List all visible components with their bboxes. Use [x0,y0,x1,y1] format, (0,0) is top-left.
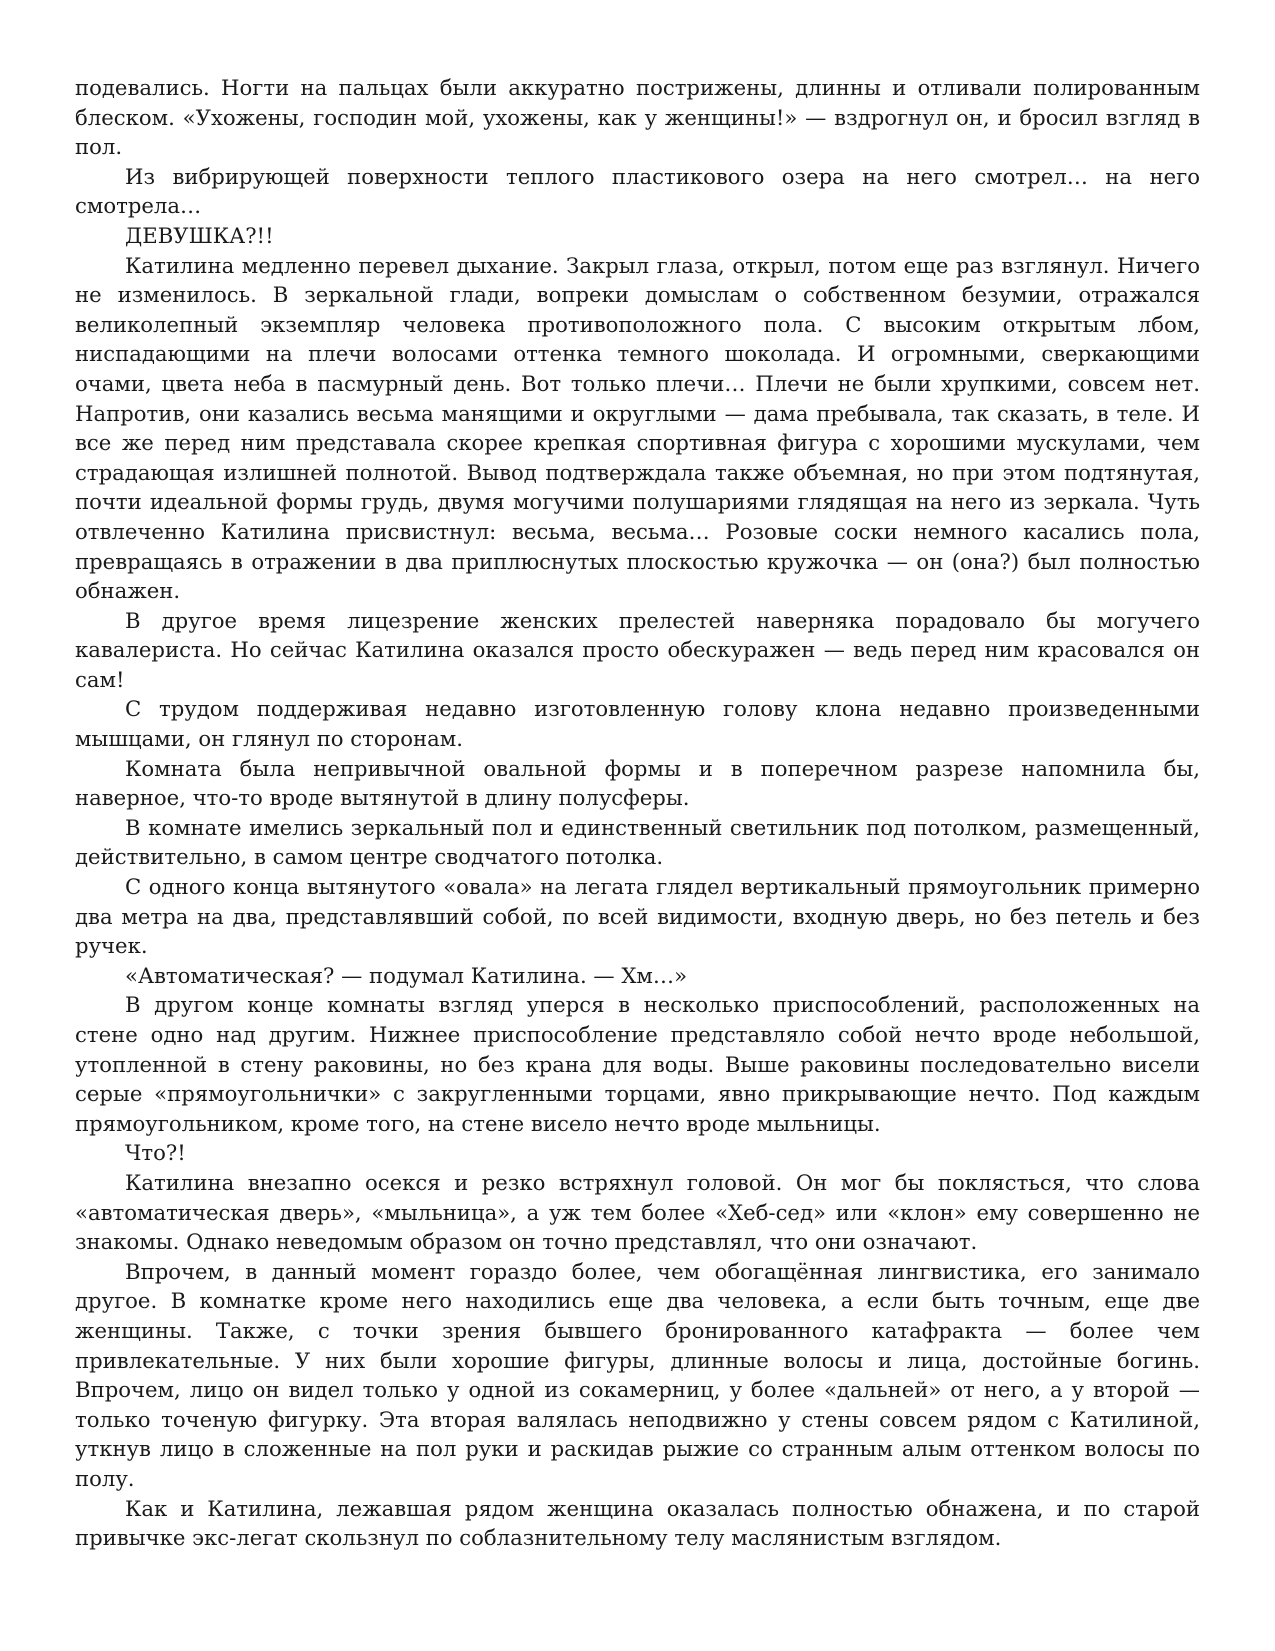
paragraph: В другом конце комнаты взгляд уперся в несколько приспособлений, расположенных на стене одно над другим. Нижнее приспособление представляло собой нечто вроде небольшой, утопленной в стену раковины, но без крана для воды. Выше раковины последовательно висели серые «прямоугольнички» с закругленными торцами, явно прикрывающие нечто. Под каждым прямоугольником, кроме того, на стене висело нечто вроде мыльницы. [75,992,1200,1136]
paragraph: «Автоматическая? — подумал Катилина. — Хм…» [125,962,688,988]
paragraph: подевались. Ногти на пальцах были аккуратно пострижены, длинны и отливали полированным блеском. «Ухожены, господин мой, ухожены, как у женщины!» — вздрогнул он, и бросил взгляд в пол. [75,75,1200,160]
paragraph: Катилина внезапно осекся и резко встряхнул головой. Он мог бы поклясться, что слова «автоматическая дверь», «мыльница», а уж тем более «Хеб-сед» или «клон» ему совершенно не знакомы. Однако неведомым образом он точно представлял, что они означают. [75,1169,1200,1255]
paragraph: ДЕВУШКА?!! [125,222,274,248]
document-page [75,73,1200,1553]
paragraph: В комнате имелись зеркальный пол и единственный светильник под потолком, размещенный, действительно, в самом центре сводчатого потолка. [75,814,1200,870]
paragraph: Впрочем, в данный момент гораздо более, чем обогащённая лингвистика, его занимало другое. В комнатке кроме него находились еще два человека, а если быть точным, еще две женщины. Также, с точки зрения бывшего бронированного катафракта — более чем привлекательные. У них были хорошие фигуры, длинные волосы и лица, достойные богинь. Впрочем, лицо он видел только у одной из сокамерниц, у более «дальней» от него, а у второй — только точеную фигурку. Эта вторая валялась неподвижно у стены совсем рядом с Катилиной, уткнув лицо в сложенные на пол руки и раскидав рыжие со странным алым оттенком волосы по полу. [75,1258,1200,1491]
paragraph: В другое время лицезрение женских прелестей наверняка порадовало бы могучего кавалериста. Но сейчас Катилина оказался просто обескуражен — ведь перед ним красовался он сам! [75,607,1200,692]
paragraph: С одного конца вытянутого «овала» на легата глядел вертикальный прямоугольник примерно два метра на два, представлявший собой, по всей видимости, входную дверь, но без петель и без ручек. [75,874,1200,959]
paragraph: Что?! [125,1140,186,1166]
paragraph: С трудом поддерживая недавно изготовленную голову клона недавно произведенными мышцами, он глянул по сторонам. [75,696,1200,752]
paragraph: Из вибрирующей поверхности теплого пластикового озера на него смотрел… на него смотрела… [75,163,1200,219]
paragraph: Катилина медленно перевел дыхание. Закрыл глаза, открыл, потом еще раз взглянул. Ничего не изменилось. В зеркальной глади, вопреки домыслам о собственном безумии, отражался великолепный экземпляр человека противоположного пола. С высоким открытым лбом, ниспадающими на плечи волосами оттенка темного шоколада. И огромными, сверкающими очами, цвета неба в пасмурный день. Вот только плечи… Плечи не были хрупкими, совсем нет. Напротив, они казались весьма манящими и округлыми — дама пребывала, так сказать, в теле. И все же перед ним представала скорее крепкая спортивная фигура с хорошими мускулами, чем страдающая излишней полнотой. Вывод подтверждала также объемная, но при этом подтянутая, почти идеальной формы грудь, двумя могучими полушариями глядящая на него из зеркала. Чуть отвлеченно Катилина присвистнул: весьма, весьма… Розовые соски немного касались пола, превращаясь в отражении в два приплюснутых плоскостью кружочка — он (она?) был полностью обнажен. [75,252,1200,604]
paragraph: Комната была непривычной овальной формы и в поперечном разрезе напомнила бы, наверное, что-то вроде вытянутой в длину полусферы. [75,755,1200,811]
paragraph: Как и Катилина, лежавшая рядом женщина оказалась полностью обнажена, и по старой привычке экс-легат скользнул по соблазнительному телу маслянистым взглядом. [75,1495,1200,1551]
